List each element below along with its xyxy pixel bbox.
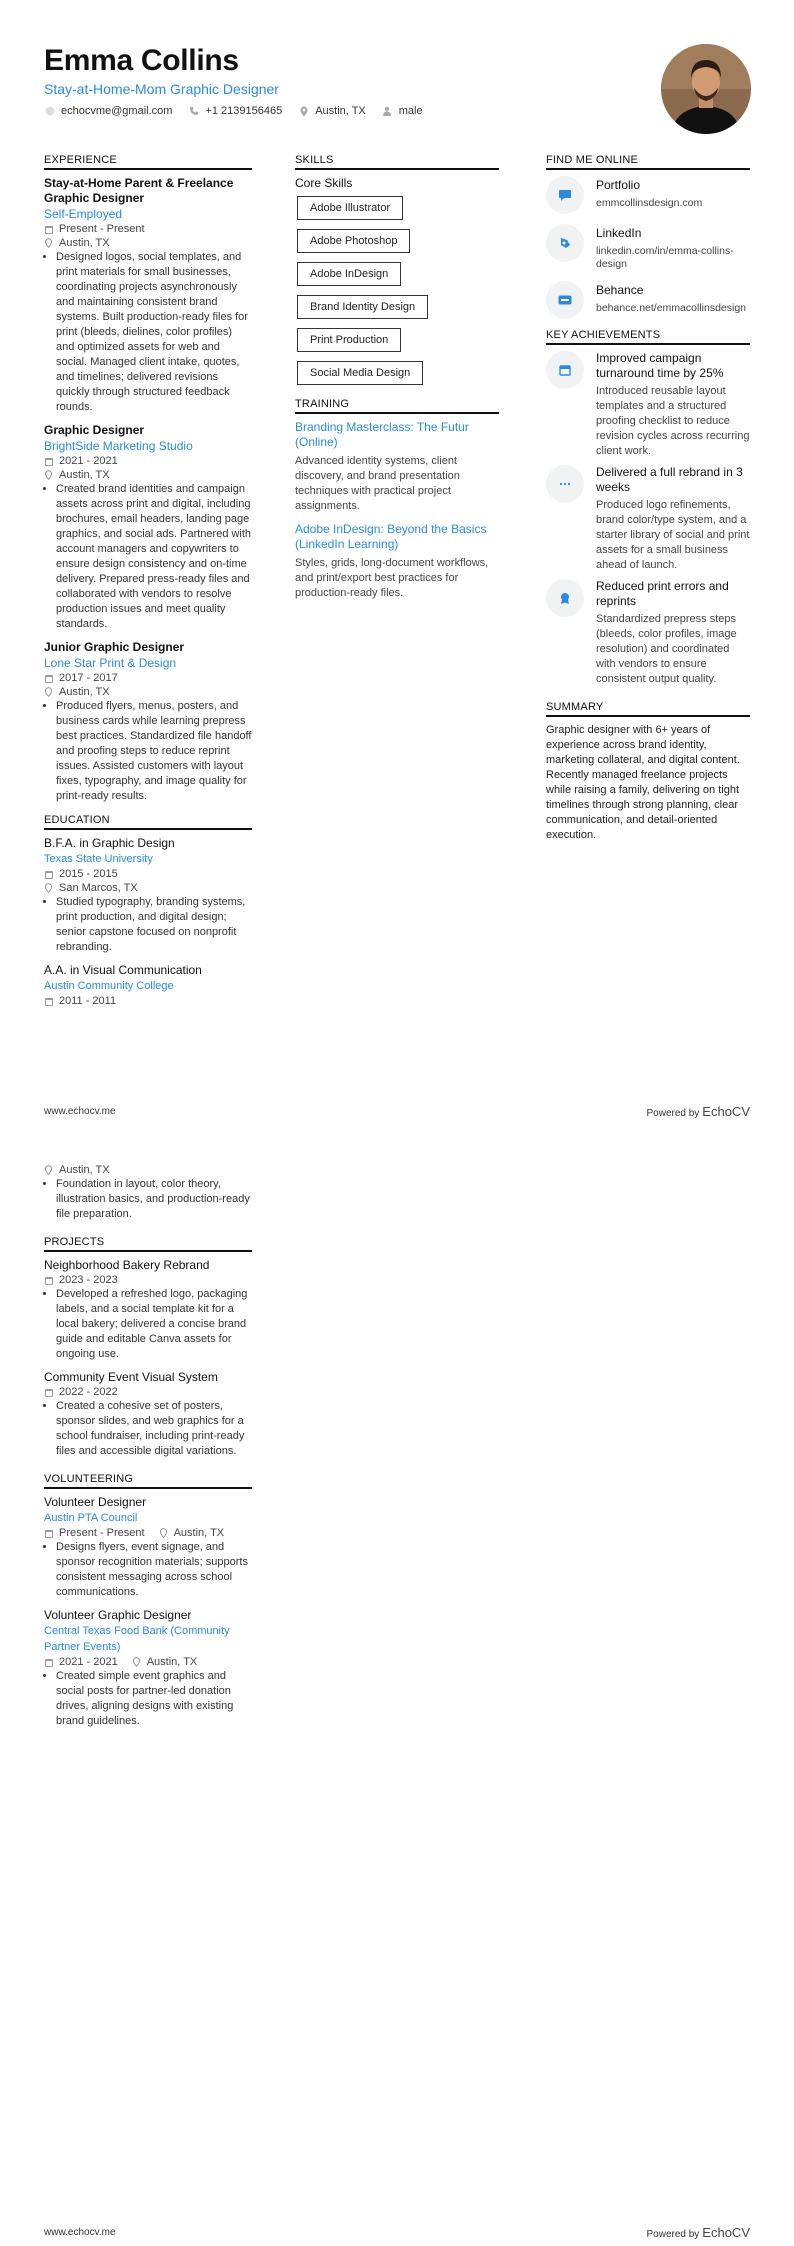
achievement-item <box>546 579 750 687</box>
achievement-title: Improved campaign turnaround time by 25% <box>596 351 724 380</box>
map-pin-icon <box>44 687 53 697</box>
resume-header <box>44 44 664 117</box>
skill-tag: Brand Identity Design <box>297 295 428 319</box>
skill-tag: Print Production <box>297 328 401 352</box>
badge-icon <box>546 579 584 617</box>
employer: Lone Star Print & Design <box>44 656 177 670</box>
online-label: Behance <box>596 283 644 297</box>
skill-tag: Adobe Illustrator <box>297 196 403 220</box>
job-bullets <box>56 699 252 804</box>
experience-entry <box>44 423 252 632</box>
date-range: 2021 - 2021 <box>44 1655 118 1669</box>
education-bullets <box>56 895 252 955</box>
date-range: 2017 - 2017 <box>44 671 252 685</box>
at-icon <box>44 106 55 117</box>
bullet-item: • Created brand identities and campaign assets across print and digital, including brochures, email headers, landing page graphics, and social ads. Partnered with account managers and copywriters to ensure design consistency and on-time delivery. Prepared press-ready files and collaborated with vendors to resolve production issues and meet quality standards. <box>56 482 252 632</box>
calendar-icon <box>44 996 53 1006</box>
bullet-item: • Created simple event graphics and social posts for partner-led donation drives, aligning designs with existing brand guidelines. <box>56 1669 252 1729</box>
volunteer-title: Volunteer Designer <box>44 1495 147 1509</box>
bullet-item: • Produced flyers, menus, posters, and business cards while learning prepress best practices. Standardized file handoff and proofing steps to reduce reprint issues. Assisted customers with layout fixes, typography, and image quality for print-ready results. <box>56 699 252 804</box>
job-bullets <box>56 250 252 415</box>
contact-phone[interactable] <box>188 105 282 117</box>
volunteer-location: Austin, TX <box>132 1655 198 1669</box>
calendar-icon <box>44 869 53 879</box>
school: Austin Community College <box>44 980 174 992</box>
job-location: Austin, TX <box>44 468 252 482</box>
calendar-icon <box>44 1528 53 1538</box>
middle-column <box>295 154 499 609</box>
online-url[interactable]: behance.net/emmacollinsdesign <box>596 302 747 314</box>
date-range: Present - Present <box>44 1526 145 1540</box>
phone-text: +1 2139156465 <box>205 105 283 117</box>
bullet-item: • Foundation in layout, color theory, illustration basics, and production-ready file preparation. <box>56 1177 252 1222</box>
right-column <box>546 154 750 843</box>
volunteer-entry <box>44 1608 252 1729</box>
employer: BrightSide Marketing Studio <box>44 439 193 453</box>
footer-site-link[interactable]: www.echocv.me <box>44 2227 116 2238</box>
achievements-heading: KEY ACHIEVEMENTS <box>546 329 750 345</box>
linkedin-icon <box>546 224 584 262</box>
calendar-icon <box>44 456 53 466</box>
job-location: Austin, TX <box>44 236 252 250</box>
contact-location <box>298 105 366 117</box>
education-bullets <box>56 1177 252 1222</box>
location-text: Austin, TX <box>315 105 366 117</box>
project-bullets <box>56 1287 252 1362</box>
training-entry <box>295 420 499 514</box>
education-entry-continued <box>44 1163 252 1222</box>
echocv-logo: EchoCV <box>702 2225 750 2240</box>
volunteering-heading: VOLUNTEERING <box>44 1473 252 1489</box>
footer-site-link[interactable]: www.echocv.me <box>44 1106 116 1117</box>
summary-heading: SUMMARY <box>546 701 750 717</box>
candidate-headline: Stay-at-Home-Mom Graphic Designer <box>44 81 279 97</box>
achievement-item <box>546 351 750 459</box>
contact-gender <box>382 105 423 117</box>
online-portfolio[interactable] <box>546 176 750 214</box>
online-linkedin[interactable] <box>546 224 750 271</box>
ellipsis-icon <box>546 465 584 503</box>
calendar-icon <box>44 1275 53 1285</box>
date-range: 2011 - 2011 <box>44 994 252 1008</box>
map-pin-icon <box>132 1657 141 1667</box>
volunteer-bullets <box>56 1669 252 1729</box>
online-url[interactable]: linkedin.com/in/emma-collins-design <box>596 245 734 270</box>
bullet-item: • Created a cohesive set of posters, sponsor slides, and web graphics for a school fundraiser, including print-ready files and accessible digital variations. <box>56 1399 252 1459</box>
map-pin-icon <box>159 1528 168 1538</box>
achievement-item <box>546 465 750 573</box>
page-footer <box>44 1104 750 1119</box>
chat-bubble-icon <box>546 176 584 214</box>
left-column <box>44 154 252 1016</box>
map-pin-icon <box>44 1165 53 1175</box>
skill-tags <box>295 196 499 394</box>
online-label: LinkedIn <box>596 226 642 240</box>
training-entry <box>295 522 499 601</box>
training-desc: Styles, grids, long-document workflows, and print/export best practices for production-ready files. <box>295 557 489 599</box>
job-bullets <box>56 482 252 632</box>
email-text: echocvme@gmail.com <box>61 105 173 117</box>
job-location: Austin, TX <box>44 685 252 699</box>
date-range: Present - Present <box>44 222 252 236</box>
achievement-desc: Standardized prepress steps (bleeds, color profiles, image resolution) and coordinated with vendors to ensure consistent output quality. <box>596 613 737 685</box>
bullet-item: • Designed logos, social templates, and print materials for small businesses, coordinating projects asynchronously and maintaining consistent brand systems. Built production-ready files for print (bleeds, dielines, color profiles) and optimized assets for web and social. Managed client intake, quotes, and timelines; delivered revisions quickly through structured feedback rounds. <box>56 250 252 415</box>
job-title: Graphic Designer <box>44 423 145 437</box>
echocv-logo: EchoCV <box>702 1104 750 1119</box>
achievement-desc: Produced logo refinements, brand color/type system, and a starter library of social and print assets for a small business ahead of launch. <box>596 499 750 571</box>
calendar-icon <box>44 1657 53 1667</box>
resume-page-2 <box>0 1123 794 2246</box>
person-icon <box>382 106 393 117</box>
projects-heading: PROJECTS <box>44 1236 252 1252</box>
education-entry <box>44 963 252 1008</box>
training-heading: TRAINING <box>295 398 499 414</box>
summary-text: Graphic designer with 6+ years of experience across brand identity, marketing collateral, and digital content. Recently managed freelance projects while raising a family, delivering on tight timelines through strong planning, clear communication, and detail-oriented execution. <box>546 724 740 841</box>
education-entry <box>44 836 252 955</box>
training-desc: Advanced identity systems, client discovery, and brand presentation techniques with practical project assignments. <box>295 455 460 512</box>
left-column-continued <box>44 1163 252 1737</box>
footer-powered: Powered by EchoCV <box>646 2225 750 2240</box>
calendar-icon <box>546 351 584 389</box>
achievement-title: Delivered a full rebrand in 3 weeks <box>596 465 743 494</box>
experience-entry <box>44 176 252 415</box>
phone-icon <box>188 106 199 117</box>
volunteer-location: Austin, TX <box>159 1526 225 1540</box>
page-footer <box>44 2225 750 2240</box>
skill-tag: Adobe Photoshop <box>297 229 410 253</box>
skill-tag: Social Media Design <box>297 361 423 385</box>
map-pin-icon <box>44 470 53 480</box>
calendar-icon <box>44 1387 53 1397</box>
achievement-title: Reduced print errors and reprints <box>596 579 729 608</box>
training-title: Adobe InDesign: Beyond the Basics (LinkedIn Learning) <box>295 522 487 551</box>
calendar-icon <box>44 224 53 234</box>
bullet-item: • Studied typography, branding systems, print production, and digital design; senior capstone focused on nonprofit rebranding. <box>56 895 252 955</box>
degree: B.F.A. in Graphic Design <box>44 836 175 850</box>
school-location: San Marcos, TX <box>44 881 252 895</box>
map-pin-icon <box>44 238 53 248</box>
avatar <box>661 44 751 134</box>
volunteer-entry <box>44 1495 252 1600</box>
experience-heading: EXPERIENCE <box>44 154 252 170</box>
volunteer-title: Volunteer Graphic Designer <box>44 1608 192 1622</box>
date-range: 2022 - 2022 <box>44 1385 252 1399</box>
skills-heading: SKILLS <box>295 154 499 170</box>
skill-group-title: Core Skills <box>295 176 353 190</box>
calendar-icon <box>44 673 53 683</box>
online-label: Portfolio <box>596 178 641 192</box>
online-behance[interactable] <box>546 281 750 319</box>
achievement-desc: Introduced reusable layout templates and a structured proofing checklist to reduce revision cycles across recurring client work. <box>596 385 750 457</box>
candidate-name: Emma Collins <box>44 44 239 77</box>
date-range: 2023 - 2023 <box>44 1273 252 1287</box>
education-heading: EDUCATION <box>44 814 252 830</box>
date-range: 2015 - 2015 <box>44 867 252 881</box>
map-pin-icon <box>44 883 53 893</box>
project-title: Neighborhood Bakery Rebrand <box>44 1258 210 1272</box>
find-online-heading: FIND ME ONLINE <box>546 154 750 170</box>
project-bullets <box>56 1399 252 1459</box>
gender-text: male <box>398 105 423 117</box>
project-entry <box>44 1370 252 1459</box>
bullet-item: • Developed a refreshed logo, packaging labels, and a social template kit for a local bakery; delivered a concise brand guide and editable Canva assets for ongoing use. <box>56 1287 252 1362</box>
behance-icon <box>546 281 584 319</box>
bullet-item: • Designs flyers, event signage, and sponsor recognition materials; supports consistent messaging across school communications. <box>56 1540 252 1600</box>
school: Texas State University <box>44 853 153 865</box>
map-pin-icon <box>298 106 309 117</box>
job-title: Stay-at-Home Parent & Freelance Graphic Designer <box>44 176 234 205</box>
skill-tag: Adobe InDesign <box>297 262 401 286</box>
experience-entry <box>44 640 252 804</box>
project-entry <box>44 1258 252 1362</box>
school-location: Austin, TX <box>44 1163 252 1177</box>
footer-powered: Powered by EchoCV <box>646 1104 750 1119</box>
volunteer-bullets <box>56 1540 252 1600</box>
volunteer-org: Central Texas Food Bank (Community Partner Events) <box>44 1625 230 1653</box>
date-range: 2021 - 2021 <box>44 454 252 468</box>
online-url[interactable]: emmcollinsdesign.com <box>596 197 703 209</box>
contact-row <box>44 105 664 117</box>
employer: Self-Employed <box>44 207 123 221</box>
job-title: Junior Graphic Designer <box>44 640 185 654</box>
project-title: Community Event Visual System <box>44 1370 218 1384</box>
degree: A.A. in Visual Communication <box>44 963 202 977</box>
contact-email[interactable] <box>44 105 172 117</box>
training-title: Branding Masterclass: The Futur (Online) <box>295 420 469 449</box>
volunteer-org: Austin PTA Council <box>44 1512 138 1524</box>
